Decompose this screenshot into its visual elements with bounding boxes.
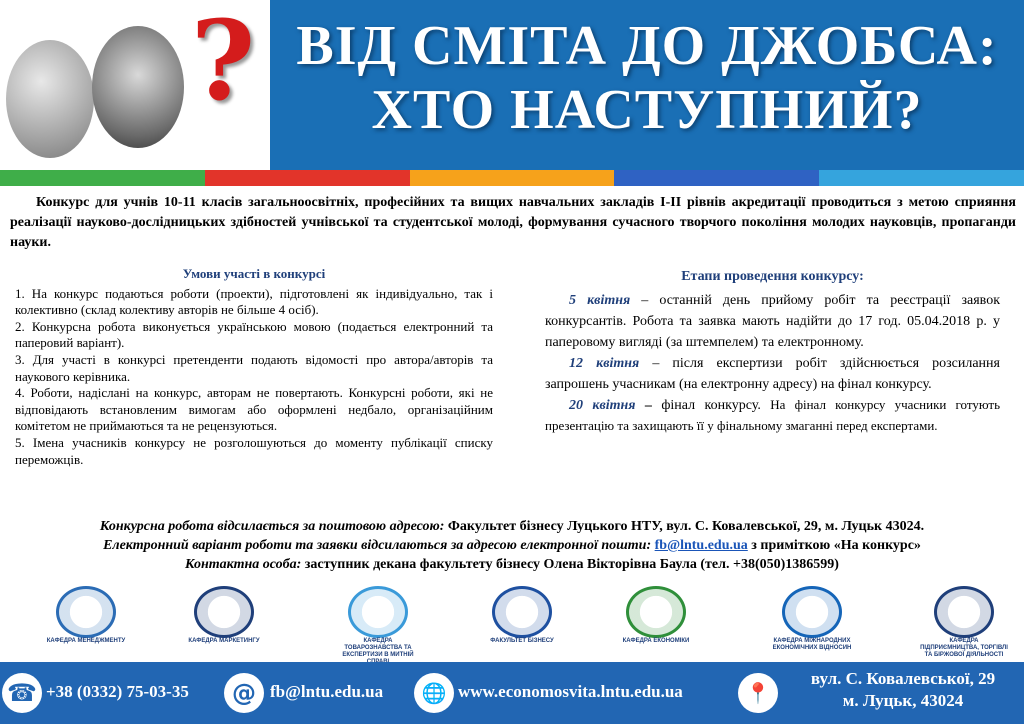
contact-person-value: заступник декана факультету бізнесу Олена Вікторівна Баула (тел. +38(050)1386599) — [301, 557, 839, 572]
logo-label: КАФЕДРА МІЖНАРОДНИХ ЕКОНОМІЧНИХ ВІДНОСИН — [772, 638, 852, 651]
logo-label: КАФЕДРА МЕНЕДЖМЕНТУ — [46, 638, 126, 644]
contact-block — [0, 517, 1024, 574]
adam-smith-portrait — [6, 40, 94, 158]
logo-mark — [348, 586, 408, 638]
stage-date: 5 квітня — [569, 293, 631, 308]
question-mark-icon: ? — [190, 0, 256, 125]
stripe — [819, 170, 1024, 186]
stage-text: – після експертизи робіт здійснюється розсилання запрошень учасникам (на електронну адресу) на фінал конкурсу. — [545, 356, 1000, 392]
stripe — [0, 170, 205, 186]
stripe — [614, 170, 819, 186]
condition-item: 4. Роботи, надіслані на конкурс, авторам не повертають. Конкурсні роботи, які не відповідають встановленим вимогам або оформлені недбало, організаційним комітетом не приймаються та не рецензуються. — [15, 385, 493, 434]
logo-economics — [612, 582, 700, 658]
logo-label: КАФЕДРА МАРКЕТИНГУ — [188, 638, 260, 644]
email-icon: @ — [224, 673, 264, 713]
condition-item: 2. Конкурсна робота виконується українською мовою (подається електронний та паперовий варіант). — [15, 318, 493, 351]
logo-label: КАФЕДРА ТОВАРОЗНАВСТВА ТА ЕКСПЕРТИЗИ В МИТНІЙ — [342, 638, 414, 658]
logo-business-faculty — [478, 582, 566, 658]
color-stripes — [0, 170, 1024, 186]
stages-heading: Етапи проведення конкурсу: — [681, 269, 864, 284]
banner — [0, 0, 1024, 170]
logo-label: КАФЕДРА ПІДПРИЄМНИЦТВА, ТОРГІВЛІ ТА БІРЖОВОЇ ДІЯЛЬНОСТІ — [920, 638, 1008, 658]
email-note: з приміткою «На конкурс» — [747, 538, 921, 553]
condition-item: 5. Імена учасників конкурсу не розголошуються до моменту публікації списку переможців. — [15, 434, 493, 467]
footer-phone[interactable]: +38 (0332) 75-03-35 — [46, 682, 189, 701]
portraits-panel — [0, 0, 270, 170]
email-line — [0, 536, 1024, 555]
page-title — [270, 14, 1024, 142]
conditions-section — [15, 266, 493, 468]
stage-item — [545, 353, 1000, 395]
department-logos — [0, 582, 1024, 658]
intro-paragraph: Конкурс для учнів 10-11 класів загальноосвітніх, професійних та вищих навчальних закладів I-II рівнів акредитації проводиться з метою сприяння реалізації науково-дослідницьких здібностей учнівської та студентської молоді, формування сучасного творчого покоління молодих науковців, пропаганди науки. — [10, 195, 1016, 250]
footer-address — [788, 668, 1018, 712]
steve-jobs-portrait — [92, 26, 184, 148]
postal-address-line — [0, 517, 1024, 536]
title-line-2: ХТО НАСТУПНИЙ? — [371, 79, 923, 141]
logo-label: КАФЕДРА ЕКОНОМІКИ — [622, 638, 690, 644]
stage-date: 12 квітня — [569, 356, 640, 371]
footer-email[interactable]: fb@lntu.edu.ua — [270, 682, 384, 701]
stripe — [410, 170, 615, 186]
postal-address-label: Конкурсна робота відсилається за поштовою адресою: — [99, 519, 445, 534]
stage-text: – останній день прийому робіт та реєстрації заявок конкурсантів. Робота та заявка мають надійти до 17 год. 05.04.2018 р. у паперовому вигляді (за штемпелем) та електронному. — [545, 293, 1001, 350]
contact-person-label: Контактна особа: — [185, 557, 302, 572]
stage-item — [545, 395, 1000, 437]
footer-address-line1: вул. С. Ковалевської, 29 — [810, 669, 996, 688]
footer-website[interactable]: www.economosvita.lntu.edu.ua — [458, 682, 683, 701]
contact-email-link[interactable]: fb@lntu.edu.ua — [654, 538, 748, 553]
postal-address-value: Факультет бізнесу Луцького НТУ, вул. С. Ковалевської, 29, м. Луцьк 43024. — [444, 519, 925, 534]
stage-dash: – — [635, 398, 662, 413]
logo-commodity-science — [334, 582, 422, 658]
conditions-heading: Умови участі в конкурсі — [182, 266, 326, 281]
title-line-1: ВІД СМІТА ДО ДЖОБСА: — [296, 15, 998, 77]
logo-mark — [56, 586, 116, 638]
logo-label: ФАКУЛЬТЕТ БІЗНЕСУ — [490, 638, 554, 644]
logo-mark — [492, 586, 552, 638]
stage-text: фінал конкурсу. — [661, 398, 771, 413]
footer-address-line2: м. Луцьк, 43024 — [842, 691, 964, 710]
stripe — [205, 170, 410, 186]
footer-bar — [0, 662, 1024, 724]
logo-mark — [194, 586, 254, 638]
location-pin-icon: 📍 — [738, 673, 778, 713]
email-label: Електронний варіант роботи та заявки відсилаються за адресою електронної пошти: — [103, 538, 652, 553]
logo-mark — [782, 586, 842, 638]
stages-section — [545, 266, 1000, 437]
logo-mark — [626, 586, 686, 638]
logo-management — [42, 582, 130, 658]
stage-text-small: На фінал конкурсу учасники готують презентацію та захищають її у фінальному змаганні перед експертами. — [545, 397, 1000, 433]
condition-item: 3. Для участі в конкурсі претенденти подають відомості про автора/авторів та наукового керівника. — [15, 351, 493, 384]
stage-item — [545, 290, 1000, 353]
logo-marketing — [180, 582, 268, 658]
globe-icon: 🌐 — [414, 673, 454, 713]
condition-item: 1. На конкурс подаються роботи (проекти), підготовлені як індивідуально, так і колективно (склад колективу авторів не більше 4 осіб). — [15, 285, 493, 318]
contact-person-line — [0, 555, 1024, 574]
stage-date: 20 квітня — [569, 398, 636, 413]
phone-icon: ☎ — [2, 673, 42, 713]
logo-international-relations — [768, 582, 856, 658]
logo-mark — [934, 586, 994, 638]
logo-entrepreneurship — [920, 582, 1008, 658]
